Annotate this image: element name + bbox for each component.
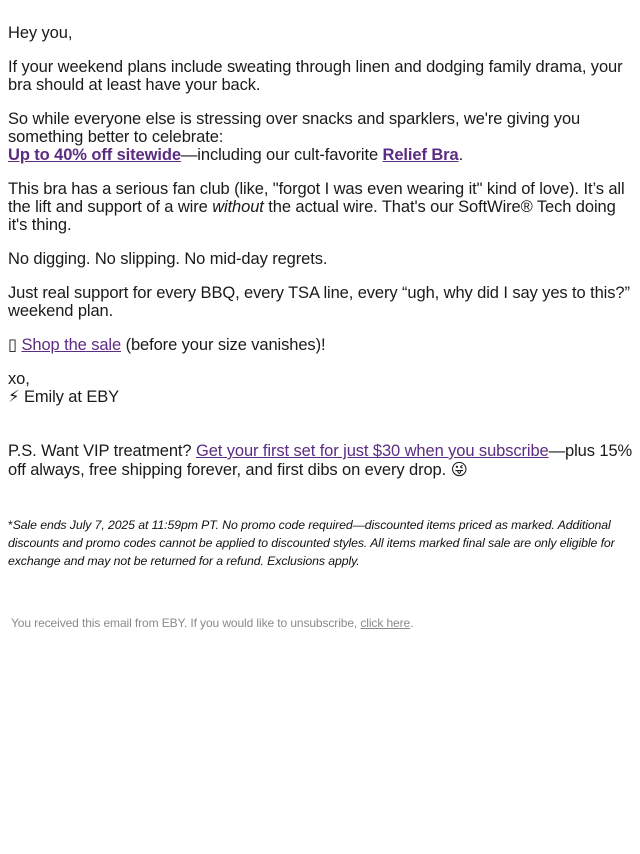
paragraph-sale-intro (8, 110, 634, 164)
sitewide-sale-link[interactable]: Up to 40% off sitewide (8, 146, 181, 164)
unsubscribe-link[interactable]: click here (360, 616, 411, 630)
paragraph-real-support: Just real support for every BBQ, every TSA line, every “ugh, why did I say yes to this?” weekend plan. (8, 284, 630, 320)
fan-club-text-before: This bra has a serious fan club (like, "forgot I was even wearing it" kind of love). It’s all the lift and support of a wire (8, 180, 625, 216)
pointer-icon: ▯ (8, 336, 17, 354)
lightning-icon: ⚡ (8, 388, 20, 406)
footer-end: . (410, 616, 414, 630)
signoff (8, 370, 634, 406)
relief-bra-link[interactable]: Relief Bra (382, 146, 459, 164)
ps-text-before: P.S. Want VIP treatment? (8, 442, 196, 460)
fan-club-emphasis: without (212, 198, 264, 216)
shop-sale-link[interactable]: Shop the sale (21, 336, 122, 354)
sale-intro-end: . (458, 146, 464, 164)
shop-sale-after: (before your size vanishes)! (121, 336, 326, 354)
fine-print-asterisk: * (8, 518, 13, 532)
greeting: Hey you, (8, 24, 73, 42)
paragraph-shop-sale (8, 336, 634, 354)
paragraph-no-digging: No digging. No slipping. No mid-day regrets. (8, 250, 328, 268)
subscribe-offer-link[interactable]: Get your first set for just $30 when you subscribe (195, 442, 549, 460)
signoff-xo: xo, (8, 370, 30, 388)
unsubscribe-footer (8, 614, 634, 632)
footer-text: You received this email from EBY. If you would like to unsubscribe, (11, 616, 361, 630)
ps-text-after: —plus 15% off always, free shipping forever, and first dibs on every drop. (8, 442, 633, 479)
sale-intro-mid: —including our cult-favorite (180, 146, 383, 164)
fine-print (8, 516, 634, 570)
fan-club-text-after: the actual wire. That's our SoftWire® Tech doing it's thing. (8, 198, 616, 234)
sale-intro-text: So while everyone else is stressing over snacks and sparklers, we're giving you something better to celebrate: (8, 110, 581, 146)
signoff-name: Emily at EBY (19, 388, 120, 406)
paragraph-weekend-plans: If your weekend plans include sweating through linen and dodging family drama, your bra should at least have your back. (8, 58, 623, 94)
fine-print-text: Sale ends July 7, 2025 at 11:59pm PT. No promo code required—discounted items priced as marked. Additional discounts and promo codes cannot be applied to discounted styles. All items marked final sale are only eligible for exchange and may not be returned for a refund. Exclusions apply. (8, 518, 615, 568)
paragraph-fan-club (8, 180, 634, 234)
postscript (8, 442, 634, 480)
wink-emoji-icon: 😜 (450, 461, 468, 479)
